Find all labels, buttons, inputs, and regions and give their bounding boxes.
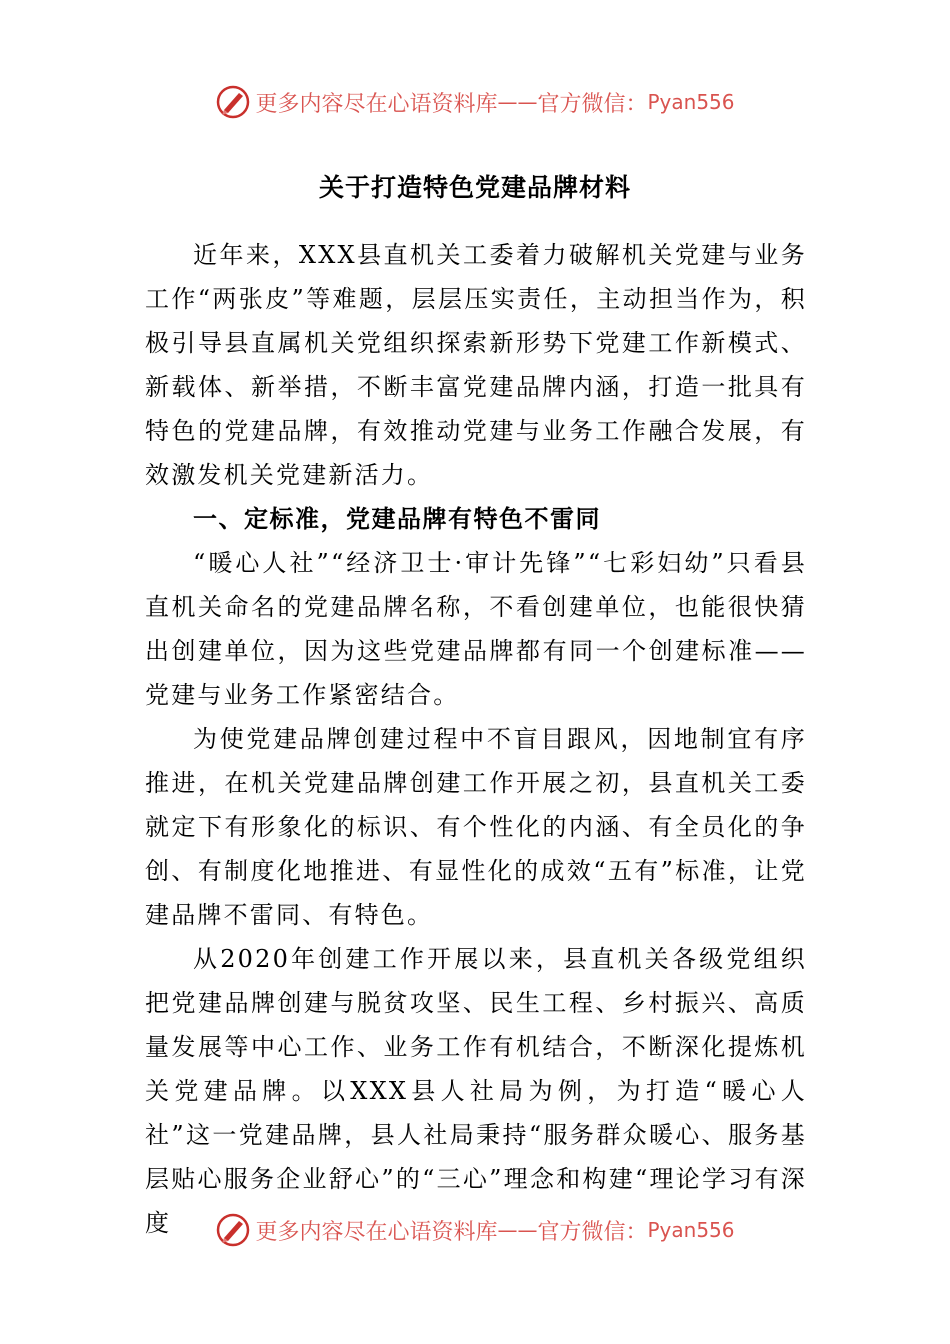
watermark-label: 官方微信： xyxy=(537,1219,648,1245)
watermark-text: 更多内容尽在心语资料库 xyxy=(255,91,498,117)
pen-circle-icon xyxy=(215,84,251,120)
paragraph: “暖心人社”“经济卫士·审计先锋”“七彩妇幼”只看县直机关命名的党建品牌名称，不看创建单位，也能很快猜出创建单位，因为这些党建品牌都有同一个创建标准——党建与业务工作紧密结合。 xyxy=(145,549,807,709)
pen-circle-icon xyxy=(215,1212,251,1248)
section-heading: 一、定标准，党建品牌有特色不雷同 xyxy=(193,505,601,533)
watermark-dash: —— xyxy=(497,90,538,114)
document-body xyxy=(145,233,807,1245)
watermark-dash: —— xyxy=(497,1218,538,1242)
watermark-header xyxy=(0,82,950,122)
paragraph: 从2020年创建工作开展以来，县直机关各级党组织把党建品牌创建与脱贫攻坚、民生工程、乡村振兴、高质量发展等中心工作、业务工作有机结合，不断深化提炼机关党建品牌。以XXX县人社局为例，为打造“暖心人社”这一党建品牌，县人社局秉持“服务群众暖心、服务基层贴心服务企业舒心”的“三心”理念和构建“理论学习有深度 xyxy=(145,945,807,1237)
watermark-footer xyxy=(0,1210,950,1250)
paragraph: 近年来，XXX县直机关工委着力破解机关党建与业务工作“两张皮”等难题，层层压实责任，主动担当作为，积极引导县直属机关党组织探索新形势下党建工作新模式、新载体、新举措，不断丰富党建品牌内涵，打造一批具有特色的党建品牌，有效推动党建与业务工作融合发展，有效激发机关党建新活力。 xyxy=(145,241,807,489)
paragraph: 为使党建品牌创建过程中不盲目跟风，因地制宜有序推进，在机关党建品牌创建工作开展之初，县直机关工委就定下有形象化的标识、有个性化的内涵、有全员化的争创、有制度化地推进、有显性化的成效“五有”标准，让党建品牌不雷同、有特色。 xyxy=(145,725,807,929)
watermark-account: Pyan556 xyxy=(647,1218,735,1242)
document-title: 关于打造特色党建品牌材料 xyxy=(318,173,631,202)
watermark-text: 更多内容尽在心语资料库 xyxy=(255,1219,498,1245)
watermark-label: 官方微信： xyxy=(537,91,648,117)
watermark-account: Pyan556 xyxy=(647,90,735,114)
